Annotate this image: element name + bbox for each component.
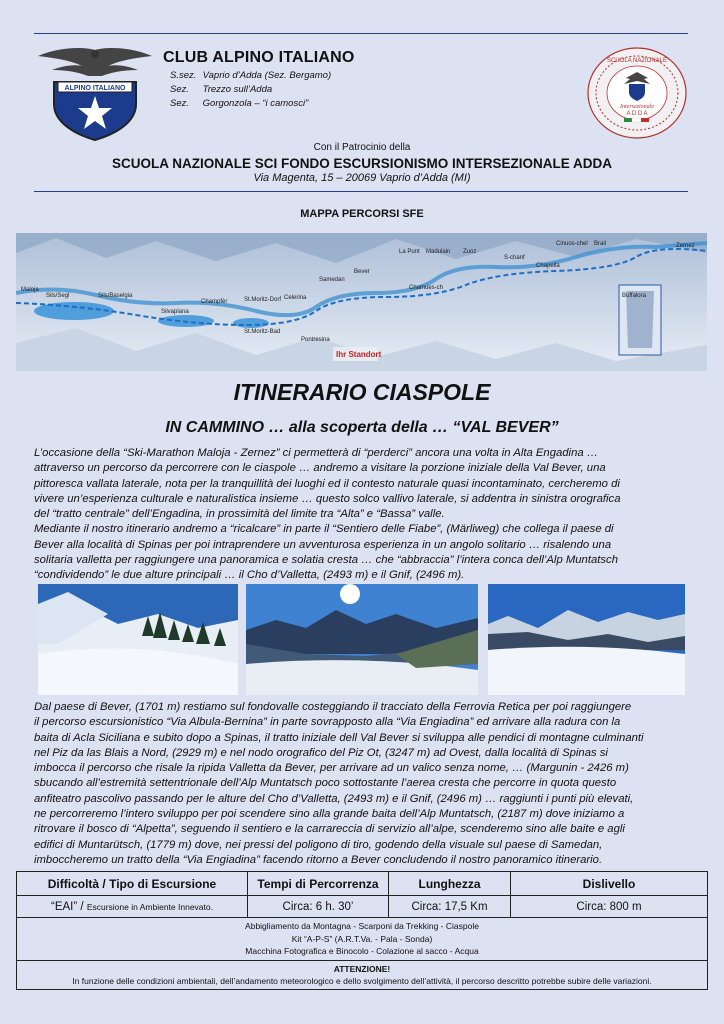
detail-line: sbucando all’estremità settentrionale dell’Alp Muntatsch poco sottostante l’aerea cresta che percorre in quota questo	[34, 777, 617, 790]
route-map	[16, 233, 707, 371]
photo-mountain-range	[488, 584, 685, 695]
cai-logo	[36, 42, 154, 142]
map-label-silvaplana: Silvaplana	[161, 309, 189, 315]
seal-text-top: SCUOLA NAZIONALE	[606, 58, 668, 64]
intro-line: pittoresca vallata laterale, nota per la tranquillità dei luoghi ed il contesto naturale quasi incontaminato, cercheremo di	[34, 477, 620, 490]
map-label-chapella: Chapella	[536, 263, 560, 269]
header-difficulty: Difficoltà / Tipo di Escursione	[17, 872, 248, 896]
intro-paragraph	[34, 446, 690, 584]
map-label-celerina: Celerina	[284, 295, 307, 301]
section-line-2: Sez. Trezzo sull’Adda	[170, 84, 273, 95]
detail-line: edifici di Muntarütsch, (1779 m) dove, nei pressi del poligono di tiro, godendo della visuale sul paese di Samedan,	[34, 838, 603, 851]
intro-line: solitaria valletta per raggiungere una panoramica e solatia cresta … che “abbraccia” l’intera conca dell’Alp Muntatsch	[34, 554, 618, 567]
map-label-brail: Brail	[594, 241, 607, 247]
detail-line: ne percorreremo l’intero sviluppo per poi scendere sino alla grande baita dell’Alp Muntatsch, (2187 m) dove iniziamo a	[34, 808, 625, 821]
detail-line: imbocca il percorso che risale la ripida Valletta da Bever, per arrivare ad un valico senza nome, … (Margunin - 2426 m)	[34, 762, 629, 775]
attention-title: ATTENZIONE!	[333, 963, 391, 974]
intro-line: Bever alla località di Spinas per poi intraprendere un avventurosa esperienza in un angolo solitario … risalendo una	[34, 538, 612, 551]
intro-line: attraverso un percorso da percorrere con le ciaspole … andremo a visitare la porzione iniziale della Val Bever, una	[34, 462, 606, 475]
map-label-cinuos-chel: Cinuos-chel	[556, 241, 588, 247]
header-rule	[34, 191, 688, 192]
map-label-maloja: Maloja	[21, 287, 39, 293]
photo-valley-panorama	[246, 584, 478, 695]
map-label-zuoz: Zuoz	[463, 249, 477, 255]
table-value-row	[17, 896, 708, 918]
difficulty-desc: Escursione in Ambiente Innevato.	[86, 901, 213, 912]
school-seal	[586, 46, 688, 140]
detail-line: nel Piz da las Blais a Nord, (2929 m) e nel nodo orografico del Piz Ot, (3247 m) ad Ovest, dalla località di Spinas si	[34, 746, 608, 759]
section-line-3: Sez. Gorgonzola – “i camosci”	[170, 98, 309, 109]
difficulty-code: “EAI” /	[51, 900, 84, 913]
school-address: Via Magenta, 15 – 20069 Vaprio d’Adda (MI)	[253, 172, 471, 184]
intro-line: “condividendo” le due alture principali … il Cho d’Valletta, (2493 m) e il Gnif, (2496 m).	[34, 569, 465, 582]
club-title: CLUB ALPINO ITALIANO	[163, 49, 355, 66]
equipment-line: Kit “A-P-S” (A.R.T.Va. - Pala - Sonda)	[291, 933, 433, 944]
elevation-value: Circa: 800 m	[511, 896, 708, 918]
map-label-madulain: Madulain	[426, 249, 451, 255]
patrocinio-label: Con il Patrocinio della	[313, 142, 411, 153]
map-label-champfer: Champfèr	[201, 299, 228, 305]
table-header-row	[17, 872, 708, 896]
header-elevation: Dislivello	[511, 872, 708, 896]
detail-line: baita di Acla Siciliana e subito dopo a Spinas, il tratto iniziale dell Val Bever si sviluppa alle pendici di montagne culminanti	[34, 731, 644, 744]
map-label-la-punt: La Punt	[399, 249, 420, 255]
map-label-pontresina: Pontresina	[301, 337, 330, 343]
equipment-line: Macchina Fotografica e Binocolo - Colazione al sacco - Acqua	[245, 946, 479, 956]
map-label-samedan: Samedan	[319, 277, 345, 283]
map-label-zernez: Zernez	[676, 243, 695, 249]
map-heading: MAPPA PERCORSI SFE	[300, 208, 424, 220]
map-label-buffalora: Buffalora	[622, 293, 646, 299]
detail-line: Dal paese di Bever, (1701 m) restiamo sul fondovalle costeggiando il tracciato della Ferrovia Retica per poi raggiungere	[34, 701, 632, 713]
detail-line: anfiteatro pascolivo passando per le alture del Cho d’Valletta, (2493 m) e il Gnif, (2496 m) … raggiunti i punti più elevati,	[34, 792, 634, 805]
school-name: SCUOLA NAZIONALE SCI FONDO ESCURSIONISMO INTERSEZIONALE ADDA	[111, 156, 612, 171]
photo-snowy-forest	[38, 584, 238, 695]
map-label-st-moritz-dorf: St.Moritz-Dorf	[244, 297, 282, 303]
seal-text-adda: A D D A	[626, 111, 648, 117]
attention-row	[17, 960, 708, 989]
map-label-st-moritz-bad: St.Moritz-Bad	[244, 329, 281, 335]
attention-cell	[17, 960, 708, 989]
header-length: Lunghezza	[389, 872, 511, 896]
section-line-1: S.sez. Vaprio d’Adda (Sez. Bergamo)	[170, 70, 332, 81]
map-label-bever: Bever	[354, 269, 370, 275]
equipment-cell	[17, 918, 708, 961]
map-label-sils-baselgia: Sils/Baselgia	[98, 293, 133, 299]
map-standort-label: Ihr Standort	[336, 350, 382, 359]
equipment-line: Abbigliamento da Montagna - Scarponi da Trekking - Ciaspole	[245, 921, 479, 931]
equipment-row	[17, 918, 708, 961]
cai-logo-text: ALPINO ITALIANO	[64, 85, 126, 92]
seal-text-mid: Intersezionale	[620, 104, 654, 110]
detail-line: ritrovare il bosco di “Alpetta”, seguendo il sentiero e la carrareccia di servizio all’alpe, scenderemo sino alle baite e agli	[34, 823, 625, 836]
length-value: Circa: 17,5 Km	[389, 896, 511, 918]
itinerary-subtitle: IN CAMMINO … alla scoperta della … “VAL BEVER”	[165, 419, 559, 436]
intro-line: L’occasione della “Ski-Marathon Maloja - Zernez” ci permetterà di “perderci” ancora una volta in Alta Engadina …	[34, 447, 599, 459]
attention-text: In funzione delle condizioni ambientali, dell’andamento meteorologico e dello svolgimento dell’attività, il percorso descritto potrebbe subire delle variazioni.	[72, 975, 652, 986]
itinerary-title: ITINERARIO CIASPOLE	[233, 379, 491, 405]
map-label-sils-segl: Sils/Segl	[46, 293, 70, 299]
detail-line: imboccheremo un tratto della “Via Engiadina” facendo ritorno a Bever concludendo il nostro panoramico itinerario.	[34, 853, 603, 866]
intro-line: del “tratto centrale” dell’Engadina, in prossimità del limite tra “Alta” e “Bassa” valle.	[34, 508, 445, 521]
detail-paragraph	[34, 700, 690, 868]
time-value: Circa: 6 h. 30’	[248, 896, 389, 918]
map-label-chamues-ch: Chamues-ch	[409, 285, 444, 291]
intro-line: Mediante il nostro itinerario andremo a “ricalcare” in parte il “Sentiero delle Fiabe”, (Märliweg) che collega il paese di	[34, 523, 614, 536]
difficulty-cell	[17, 896, 248, 918]
map-label-s-chanf: S-chanf	[504, 255, 525, 261]
info-table	[16, 871, 708, 990]
top-rule	[34, 33, 688, 34]
header-time: Tempi di Percorrenza	[248, 872, 389, 896]
intro-line: vivere un’esperienza culturale e naturalistica insieme … questo solco vallivo laterale, si addentra in sinistra orografica	[34, 492, 621, 505]
detail-line: il percorso escursionistico “Via Albula-Bernina” in parte sovrapposto alla “Via Engiadina” ed arrivare alla radura con la	[34, 716, 621, 729]
